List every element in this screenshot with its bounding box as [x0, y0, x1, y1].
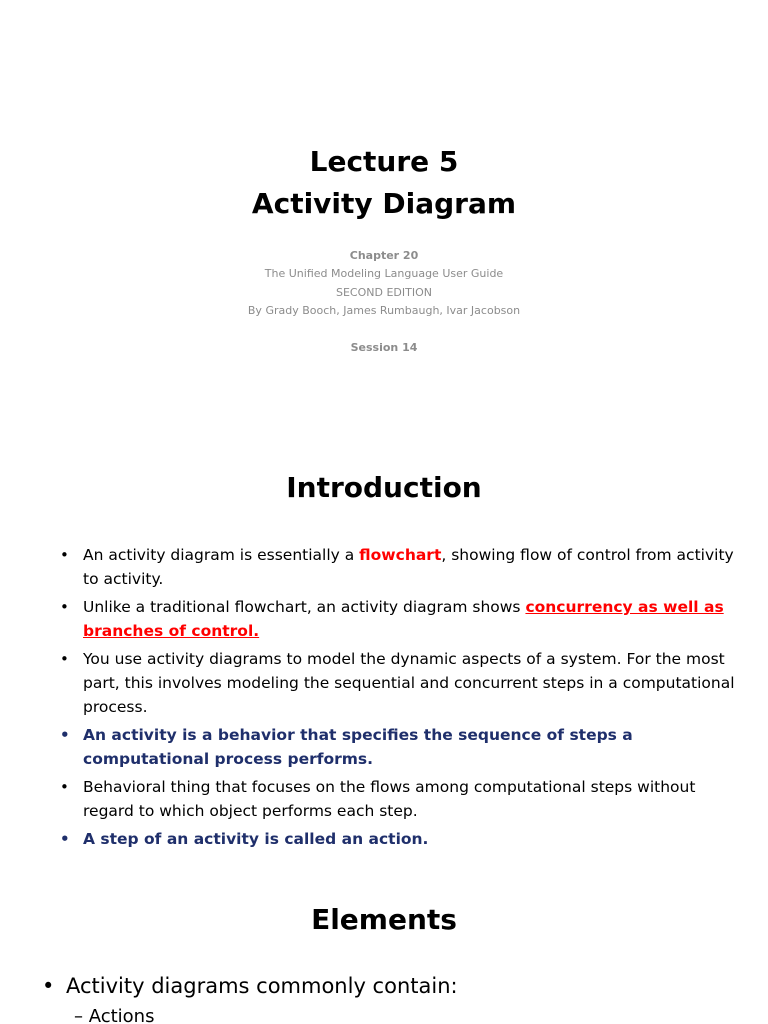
sub-list-item: – Actions — [74, 1006, 155, 1024]
elements-heading: Elements — [311, 903, 457, 936]
title-slide — [0, 0, 768, 420]
elements-bullet-list — [42, 970, 742, 1002]
session-label: Session 14 — [350, 341, 418, 354]
lecture-subtitle: Activity Diagram — [251, 187, 517, 220]
introduction-bullet-list — [60, 543, 750, 855]
concurrency-highlight: concurrency as well as branches of control. — [83, 598, 724, 640]
book-title: The Unified Modeling Language User Guide — [264, 267, 504, 280]
list-item: • Activity diagrams commonly contain: — [42, 970, 742, 1002]
bullet-icon: • — [60, 830, 70, 848]
book-edition: SECOND EDITION — [336, 286, 432, 299]
introduction-heading: Introduction — [286, 471, 482, 504]
bullet-icon: • — [42, 974, 55, 998]
list-item: • Unlike a traditional flowchart, an activity diagram shows concurrency as well as branches of control. — [60, 595, 750, 643]
list-item: • You use activity diagrams to model the dynamic aspects of a system. For the most part, this involves modeling the sequential and concurrent steps in a computational process. — [60, 647, 750, 719]
bullet-icon: • — [60, 726, 70, 744]
chapter-label: Chapter 20 — [349, 249, 419, 262]
bullet-icon: • — [60, 778, 69, 796]
list-item: • Behavioral thing that focuses on the flows among computational steps without regard to which object performs each step. — [60, 775, 750, 823]
bullet-icon: • — [60, 546, 69, 564]
flowchart-highlight: flowchart — [359, 546, 442, 564]
book-authors: By Grady Booch, James Rumbaugh, Ivar Jacobson — [247, 304, 521, 317]
list-item: • A step of an activity is called an action. — [60, 827, 750, 851]
list-item: • An activity is a behavior that specifies the sequence of steps a computational process performs. — [60, 723, 750, 771]
bullet-icon: • — [60, 650, 69, 668]
list-item: • An activity diagram is essentially a flowchart, showing flow of control from activity to activity. — [60, 543, 750, 591]
lecture-title: Lecture 5 — [309, 145, 459, 178]
bullet-icon: • — [60, 598, 69, 616]
